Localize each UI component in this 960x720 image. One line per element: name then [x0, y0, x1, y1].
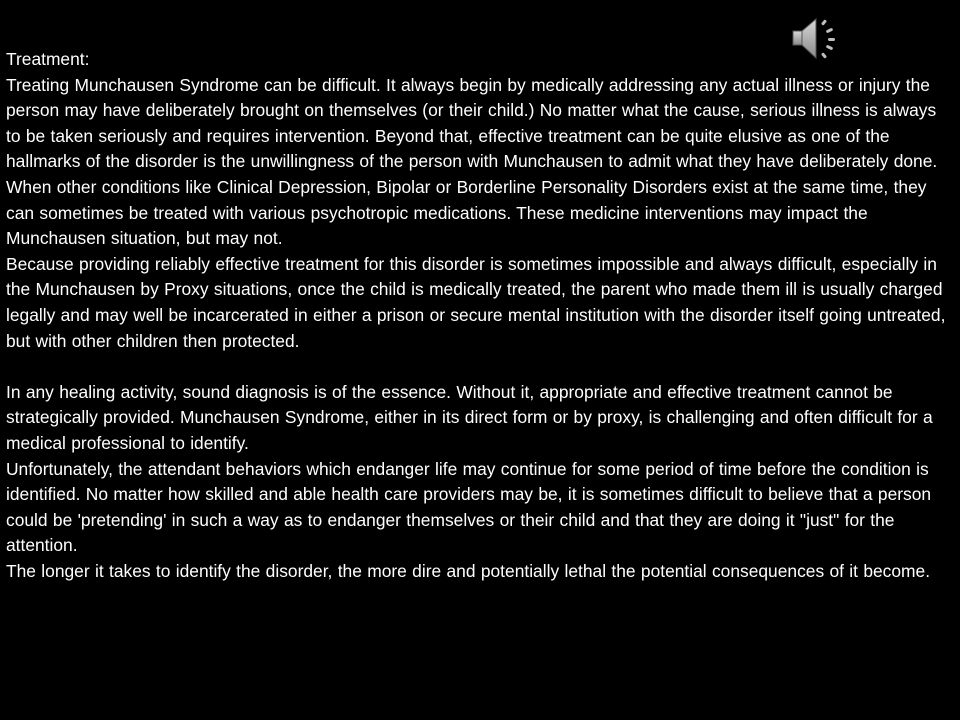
paragraph-6: The longer it takes to identify the disorder, the more dire and potentially lethal the potential consequences of it become. — [6, 560, 931, 581]
paragraph-4: In any healing activity, sound diagnosis is of the essence. Without it, appropriate and effective treatment cannot be strategically provided. Munchausen Syndrome, either in its direct form or by proxy, is challenging and often difficult for a medical professional to identify. — [6, 381, 933, 453]
paragraph-3: Because providing reliably effective treatment for this disorder is sometimes impossible and always difficult, especially in the Munchausen by Proxy situations, once the child is medically treated, the parent who made them ill is usually charged legally and may well be incarcerated in either a prison or secure mental institution with the disorder itself going untreated, but with other children then protected. — [6, 253, 946, 351]
paragraph-2: When other conditions like Clinical Depression, Bipolar or Borderline Personality Disorders exist at the same time, they can sometimes be treated with various psychotropic medications. These medicine interventions may impact the Munchausen situation, but may not. — [6, 176, 927, 249]
paragraph-5: Unfortunately, the attendant behaviors which endanger life may continue for some period of time before the condition is identified. No matter how skilled and able health care providers may be, it is sometimes difficult to believe that a person could be 'pretending' in such a way as to endanger themselves or their child and that they are doing it "just" for the attention. — [6, 458, 932, 556]
paragraph-spacer — [6, 354, 952, 380]
heading: Treatment: — [6, 49, 90, 69]
paragraph-1: Treating Munchausen Syndrome can be difficult. It always begin by medically addressing any actual illness or injury the person may have deliberately brought on themselves (or their child.) No matter what the cause, serious illness is always to be taken seriously and requires intervention. Beyond that, effective treatment can be quite elusive as one of the hallmarks of the disorder is the unwillingness of the person with Munchausen to admit what they have deliberately done. — [6, 74, 938, 172]
slide-body — [6, 47, 952, 584]
